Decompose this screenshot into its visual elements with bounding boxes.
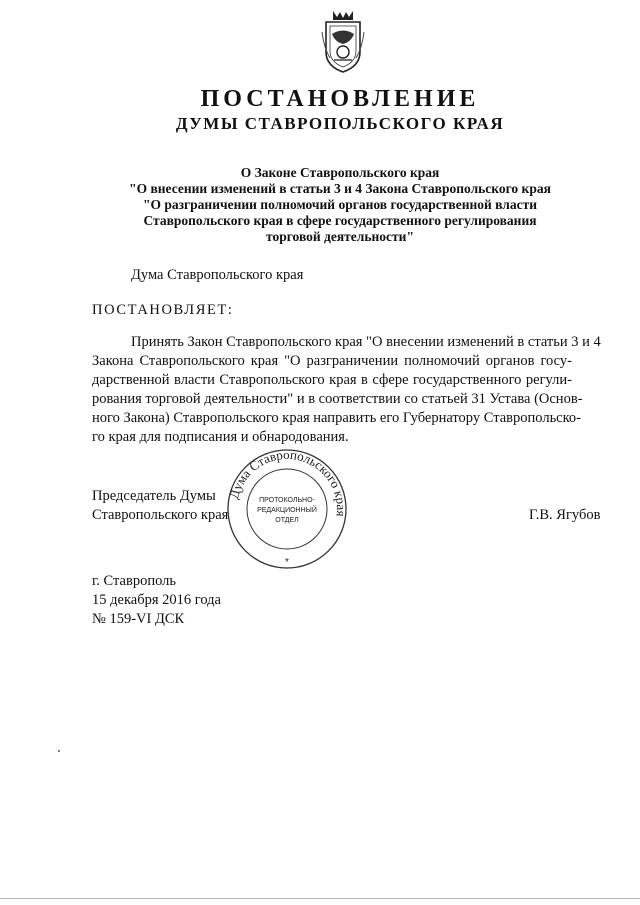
law-title-line: О Законе Ставропольского края bbox=[240, 165, 440, 180]
stamp-ring-text: Дума Ставропольского края bbox=[226, 447, 349, 518]
paragraph-line: го края для подписания и обнародования. bbox=[92, 429, 349, 445]
law-title-line: "О разграничении полномочий органов государственной власти bbox=[142, 197, 538, 212]
stamp-center-text: ОТДЕЛ bbox=[275, 517, 299, 524]
law-title-line: "О внесении изменений в статьи 3 и 4 Закона Ставропольского края bbox=[129, 181, 551, 196]
law-title bbox=[110, 165, 570, 245]
paragraph-line: дарственной власти Ставропольского края в сфере государственного регули- bbox=[92, 372, 572, 388]
stamp-center-text: РЕДАКЦИОННЫЙ bbox=[257, 507, 317, 514]
document-subtitle: ДУМЫ СТАВРОПОЛЬСКОГО КРАЯ bbox=[175, 114, 505, 133]
stamp-center-text: ПРОТОКОЛЬНО- bbox=[259, 497, 315, 504]
signatory-position: Председатель Думы bbox=[92, 488, 216, 504]
document-title: ПОСТАНОВЛЕНИЕ bbox=[200, 86, 480, 112]
coat-of-arms-icon bbox=[320, 8, 366, 74]
stamp-star: * bbox=[285, 557, 289, 568]
page-edge-line bbox=[0, 898, 640, 899]
official-stamp bbox=[225, 447, 349, 571]
document-number: № 159-VI ДСК bbox=[92, 611, 185, 627]
paragraph-line: Закона Ставропольского края "О разграничении полномочий органов госу- bbox=[92, 353, 572, 369]
paragraph-line: ного Закона) Ставропольского края направить его Губернатору Ставропольско- bbox=[92, 410, 582, 426]
signatory-name: Г.В. Ягубов bbox=[529, 507, 601, 523]
resolves-heading: ПОСТАНОВЛЯЕТ: bbox=[92, 302, 234, 318]
law-title-line: Ставропольского края в сфере государственного регулирования bbox=[143, 213, 537, 228]
scan-speck bbox=[58, 750, 60, 752]
issue-city: г. Ставрополь bbox=[92, 573, 177, 589]
issue-date: 15 декабря 2016 года bbox=[92, 592, 221, 608]
paragraph-line: рования торговой деятельности" и в соответствии со статьей 31 Устава (Основ- bbox=[92, 391, 583, 407]
signatory-position: Ставропольского края bbox=[92, 507, 229, 523]
issuer-text: Дума Ставропольского края bbox=[131, 267, 304, 283]
paragraph-line: Принять Закон Ставропольского края "О внесении изменений в статьи 3 и 4 bbox=[131, 334, 601, 350]
law-title-line: торговой деятельности" bbox=[266, 229, 414, 244]
